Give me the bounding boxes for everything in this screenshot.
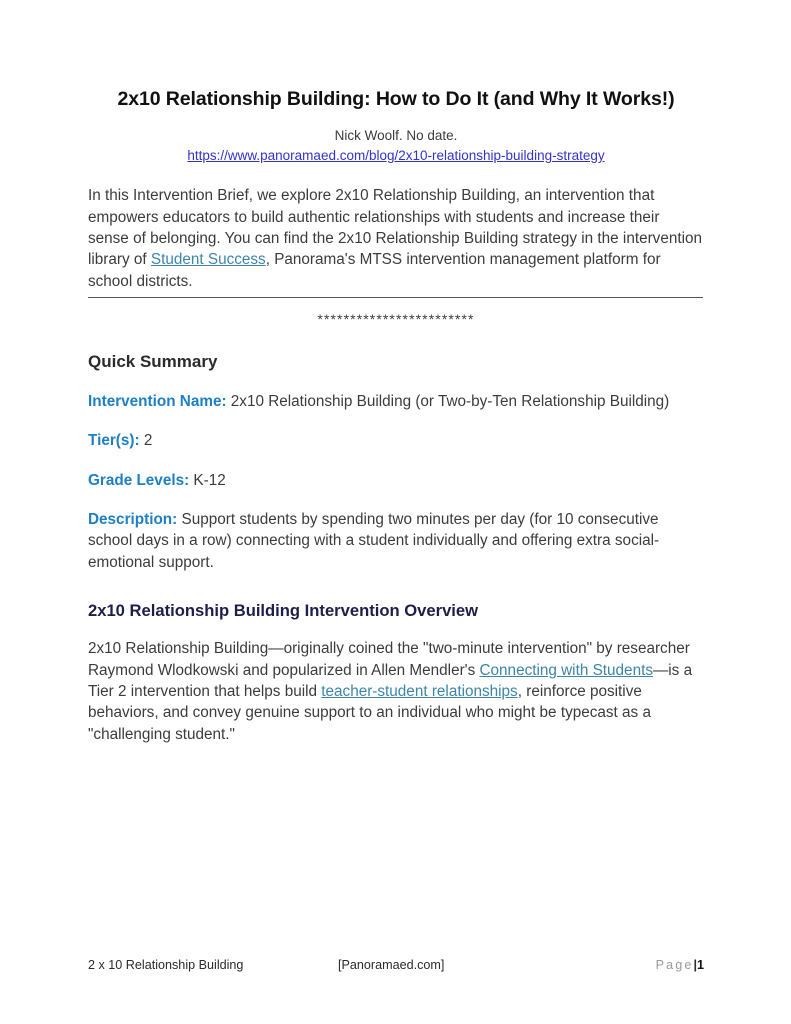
field-description <box>88 491 704 573</box>
footer-page-separator: | <box>693 958 697 972</box>
footer-page-indicator <box>656 958 704 972</box>
asterisk-divider: ************************ <box>317 310 475 327</box>
intro-text-after-link: , Panorama's MTSS intervention management platform for school districts. <box>88 251 661 290</box>
overview-text-2: —is a Tier 2 intervention that helps build <box>88 661 693 700</box>
student-success-link[interactable]: Student Success <box>150 251 266 269</box>
field-value: 2 <box>139 432 153 450</box>
field-label: Description: <box>88 510 178 528</box>
intro-text-before-link: In this Intervention Brief, we explore 2x10 Relationship Building, an intervention that empowers educators to build authentic relationships with students and increase their sense of belonging. You can find the 2x10 Relationship Building strategy in the intervention library of <box>88 187 703 269</box>
byline: Nick Woolf. No date. <box>334 128 458 144</box>
quick-summary-heading: Quick Summary <box>88 351 218 371</box>
page-title: 2x10 Relationship Building: How to Do It (and Why It Works!) <box>117 88 675 110</box>
field-value: 2x10 Relationship Building (or Two-by-Ten Relationship Building) <box>226 393 670 411</box>
field-label: Tier(s): <box>88 432 140 450</box>
field-label: Intervention Name: <box>88 393 227 411</box>
source-url-link[interactable]: https://www.panoramaed.com/blog/2x10-relationship-building-strategy <box>187 147 605 163</box>
field-grade-levels <box>88 452 704 491</box>
intro-paragraph <box>88 164 704 291</box>
field-value: K-12 <box>189 471 226 489</box>
field-tiers <box>88 412 704 451</box>
field-label: Grade Levels: <box>88 471 190 489</box>
overview-text-3: , reinforce positive behaviors, and convey genuine support to an individual who might be typecast as a "challenging student." <box>88 682 651 743</box>
field-value: Support students by spending two minutes per day (for 10 consecutive school days in a row) connecting with a student individually and offering extra social-emotional support. <box>88 510 660 571</box>
field-intervention-name <box>88 373 704 412</box>
footer-page-word: Page <box>655 958 694 972</box>
footer-source: [Panoramaed.com] <box>338 958 445 972</box>
document-content <box>88 0 704 745</box>
overview-text-1: 2x10 Relationship Building—originally coined the "two-minute intervention" by researcher Raymond Wlodkowski and popularized in Allen Mendler's <box>88 640 690 679</box>
page-footer <box>88 958 704 972</box>
connecting-with-students-link[interactable]: Connecting with Students <box>479 661 653 679</box>
footer-page-number: 1 <box>696 958 704 972</box>
overview-heading: 2x10 Relationship Building Intervention Overview <box>88 600 479 620</box>
overview-paragraph <box>88 621 704 744</box>
footer-document-name: 2 x 10 Relationship Building <box>88 958 244 972</box>
teacher-student-relationships-link[interactable]: teacher-student relationships <box>321 682 518 700</box>
